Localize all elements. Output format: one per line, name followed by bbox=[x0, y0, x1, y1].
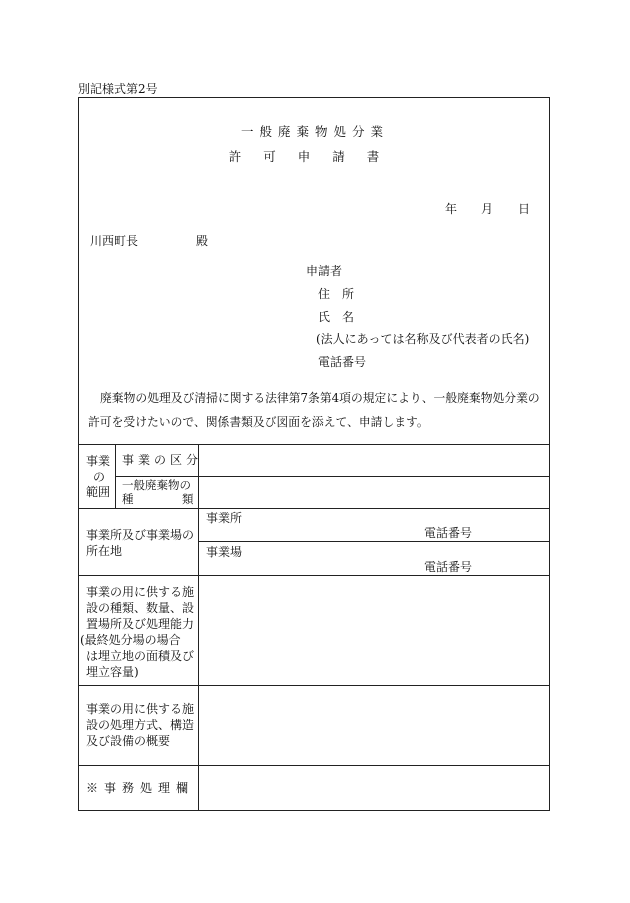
waste-type-label-line-2a: 種 bbox=[122, 492, 134, 506]
location-label-line-2: 所在地 bbox=[86, 544, 123, 558]
office-use-value-field[interactable] bbox=[199, 766, 549, 810]
form-title-line-2: 許可申請書 bbox=[228, 149, 402, 164]
waste-type-value-field[interactable] bbox=[199, 477, 549, 507]
facility-label-line-4: (最終処分場の場合 bbox=[80, 633, 181, 647]
row-divider-location bbox=[78, 508, 550, 509]
waste-type-label-line-1: 一般廃棄物の bbox=[122, 478, 191, 492]
date-year: 年 bbox=[445, 202, 458, 216]
applicant-name-label: 氏 名 bbox=[318, 310, 355, 324]
addressee-name: 川西町長 bbox=[90, 234, 139, 248]
applicant-corporate-note: (法人にあっては名称及び代表者の氏名) bbox=[316, 332, 530, 346]
facility-label-line-6: 埋立容量) bbox=[86, 665, 139, 679]
waste-type-label-line-2b: 類 bbox=[182, 492, 194, 506]
col-divider-scope bbox=[115, 444, 116, 508]
facility-label-line-2: 設の種類、数量、設 bbox=[86, 601, 195, 615]
facility-label-line-5: は埋立地の面積及び bbox=[86, 649, 195, 663]
row-divider-office-site bbox=[198, 541, 550, 542]
scope-label-line-3: 範囲 bbox=[86, 485, 111, 499]
applicant-heading: 申請者 bbox=[306, 264, 343, 278]
site-label: 事業場 bbox=[206, 545, 243, 559]
site-phone-label: 電話番号 bbox=[424, 560, 473, 574]
body-text-line-2: 許可を受けたいので、関係書類及び図面を添えて、申請します。 bbox=[88, 415, 429, 429]
facility-value-field[interactable] bbox=[199, 576, 549, 684]
office-label: 事業所 bbox=[206, 511, 243, 525]
method-label-line-3: 及び設備の概要 bbox=[86, 734, 171, 748]
applicant-phone-label: 電話番号 bbox=[318, 355, 367, 369]
date-day: 日 bbox=[518, 202, 531, 216]
method-value-field[interactable] bbox=[199, 686, 549, 764]
office-use-label: ※事務処理欄 bbox=[86, 781, 195, 795]
division-label: 事業の区分 bbox=[122, 453, 203, 467]
facility-label-line-1: 事業の用に供する施 bbox=[86, 585, 195, 599]
addressee-honorific: 殿 bbox=[196, 234, 209, 248]
method-label-line-1: 事業の用に供する施 bbox=[86, 702, 195, 716]
form-number-label: 別記様式第2号 bbox=[78, 82, 158, 96]
date-month: 月 bbox=[481, 202, 494, 216]
scope-label-line-1: 事業 bbox=[86, 454, 111, 468]
applicant-address-label: 住 所 bbox=[318, 287, 355, 301]
scope-label-line-2: の bbox=[93, 470, 106, 484]
form-title-line-1: 一般廃棄物処分業 bbox=[240, 124, 389, 139]
division-value-field[interactable] bbox=[199, 445, 549, 475]
method-label-line-2: 設の処理方式、構造 bbox=[86, 718, 195, 732]
body-text-line-1: 廃棄物の処理及び清掃に関する法律第7条第4項の規定により、一般廃棄物処分業の bbox=[100, 391, 540, 405]
office-phone-label: 電話番号 bbox=[424, 526, 473, 540]
facility-label-line-3: 置場所及び処理能力 bbox=[86, 617, 195, 631]
location-label-line-1: 事業所及び事業場の bbox=[86, 528, 195, 542]
